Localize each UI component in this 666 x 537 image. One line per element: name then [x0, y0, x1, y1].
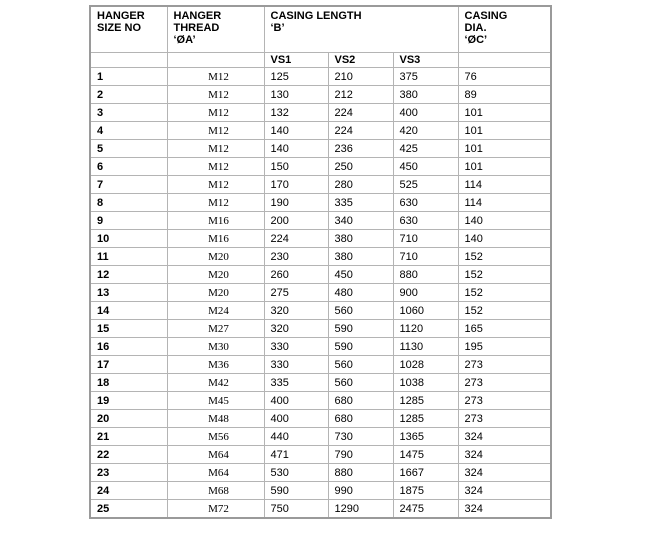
header-thread-line: THREAD: [173, 22, 220, 34]
vs3-cell: 900: [393, 284, 458, 302]
subheader-vs3: VS3: [393, 53, 458, 68]
vs3-cell: 630: [393, 212, 458, 230]
vs3-cell: 1130: [393, 338, 458, 356]
casing-dia-cell: 152: [458, 284, 551, 302]
vs3-cell: 1028: [393, 356, 458, 374]
size-no-cell: 8: [90, 194, 167, 212]
vs2-cell: 480: [328, 284, 393, 302]
vs3-cell: 525: [393, 176, 458, 194]
vs1-cell: 140: [264, 122, 328, 140]
vs2-cell: 236: [328, 140, 393, 158]
thread-cell: M12: [167, 86, 264, 104]
hanger-spec-table: [89, 5, 552, 519]
vs3-cell: 2475: [393, 500, 458, 519]
casing-dia-cell: 76: [458, 68, 551, 86]
size-no-cell: 14: [90, 302, 167, 320]
vs3-cell: 1667: [393, 464, 458, 482]
vs2-cell: 212: [328, 86, 393, 104]
table-row: [90, 338, 551, 356]
vs1-cell: 260: [264, 266, 328, 284]
thread-cell: M20: [167, 284, 264, 302]
vs2-cell: 340: [328, 212, 393, 230]
thread-cell: M20: [167, 248, 264, 266]
size-no-cell: 13: [90, 284, 167, 302]
header-casing-dia-line: CASING: [464, 10, 508, 22]
size-no-cell: 15: [90, 320, 167, 338]
vs1-cell: 150: [264, 158, 328, 176]
vs1-cell: 275: [264, 284, 328, 302]
vs3-cell: 710: [393, 248, 458, 266]
vs1-cell: 320: [264, 302, 328, 320]
vs2-cell: 280: [328, 176, 393, 194]
header-casing-length-line: ‘B’: [270, 22, 285, 34]
vs2-cell: 880: [328, 464, 393, 482]
size-no-cell: 17: [90, 356, 167, 374]
size-no-cell: 9: [90, 212, 167, 230]
subheader-empty-cell: [458, 53, 551, 68]
thread-cell: M12: [167, 104, 264, 122]
vs3-cell: 425: [393, 140, 458, 158]
size-no-cell: 25: [90, 500, 167, 519]
vs3-cell: 1285: [393, 392, 458, 410]
thread-cell: M45: [167, 392, 264, 410]
thread-cell: M12: [167, 176, 264, 194]
vs3-cell: 1875: [393, 482, 458, 500]
header-casing-length: [264, 6, 458, 53]
size-no-cell: 23: [90, 464, 167, 482]
size-no-cell: 5: [90, 140, 167, 158]
vs1-cell: 170: [264, 176, 328, 194]
table-row: [90, 428, 551, 446]
casing-dia-cell: 140: [458, 230, 551, 248]
table-row: [90, 500, 551, 519]
size-no-cell: 4: [90, 122, 167, 140]
size-no-cell: 19: [90, 392, 167, 410]
table-row: [90, 86, 551, 104]
header-thread: [167, 6, 264, 53]
casing-dia-cell: 195: [458, 338, 551, 356]
vs1-cell: 230: [264, 248, 328, 266]
table-row: [90, 266, 551, 284]
vs1-cell: 190: [264, 194, 328, 212]
table-row: [90, 194, 551, 212]
size-no-cell: 3: [90, 104, 167, 122]
casing-dia-cell: 324: [458, 464, 551, 482]
header-casing-dia: [458, 6, 551, 53]
table-row: [90, 446, 551, 464]
subheader-empty-cell: [167, 53, 264, 68]
vs2-cell: 590: [328, 338, 393, 356]
vs1-cell: 471: [264, 446, 328, 464]
table-row: [90, 482, 551, 500]
size-no-cell: 16: [90, 338, 167, 356]
casing-dia-cell: 114: [458, 194, 551, 212]
vs1-cell: 200: [264, 212, 328, 230]
size-no-cell: 10: [90, 230, 167, 248]
thread-cell: M36: [167, 356, 264, 374]
subheader-row: [90, 53, 551, 68]
casing-dia-cell: 273: [458, 356, 551, 374]
table-row: [90, 230, 551, 248]
vs3-cell: 1038: [393, 374, 458, 392]
header-casing-dia-line: DIA.: [464, 22, 487, 34]
vs2-cell: 560: [328, 356, 393, 374]
vs1-cell: 400: [264, 410, 328, 428]
vs2-cell: 380: [328, 230, 393, 248]
vs1-cell: 130: [264, 86, 328, 104]
vs3-cell: 630: [393, 194, 458, 212]
vs3-cell: 380: [393, 86, 458, 104]
thread-cell: M12: [167, 68, 264, 86]
size-no-cell: 11: [90, 248, 167, 266]
thread-cell: M64: [167, 464, 264, 482]
vs3-cell: 710: [393, 230, 458, 248]
vs3-cell: 1060: [393, 302, 458, 320]
header-size-no-line: HANGER: [97, 10, 145, 22]
vs1-cell: 750: [264, 500, 328, 519]
vs1-cell: 320: [264, 320, 328, 338]
size-no-cell: 20: [90, 410, 167, 428]
vs2-cell: 590: [328, 320, 393, 338]
vs2-cell: 560: [328, 374, 393, 392]
header-casing-dia-line: ‘ØC’: [464, 34, 488, 46]
vs1-cell: 530: [264, 464, 328, 482]
casing-dia-cell: 101: [458, 140, 551, 158]
hanger-spec-table-container: [89, 5, 552, 519]
casing-dia-cell: 324: [458, 482, 551, 500]
casing-dia-cell: 165: [458, 320, 551, 338]
vs3-cell: 1475: [393, 446, 458, 464]
casing-dia-cell: 152: [458, 302, 551, 320]
thread-cell: M12: [167, 158, 264, 176]
thread-cell: M72: [167, 500, 264, 519]
table-row: [90, 176, 551, 194]
size-no-cell: 22: [90, 446, 167, 464]
casing-dia-cell: 324: [458, 500, 551, 519]
casing-dia-cell: 324: [458, 428, 551, 446]
size-no-cell: 18: [90, 374, 167, 392]
thread-cell: M48: [167, 410, 264, 428]
vs3-cell: 1365: [393, 428, 458, 446]
subheader-empty-cell: [90, 53, 167, 68]
vs1-cell: 132: [264, 104, 328, 122]
vs1-cell: 330: [264, 338, 328, 356]
vs2-cell: 790: [328, 446, 393, 464]
table-row: [90, 374, 551, 392]
size-no-cell: 7: [90, 176, 167, 194]
table-row: [90, 392, 551, 410]
header-row: [90, 6, 551, 53]
vs2-cell: 380: [328, 248, 393, 266]
table-row: [90, 158, 551, 176]
subheader-vs2: VS2: [328, 53, 393, 68]
table-row: [90, 68, 551, 86]
size-no-cell: 2: [90, 86, 167, 104]
thread-cell: M30: [167, 338, 264, 356]
thread-cell: M64: [167, 446, 264, 464]
table-row: [90, 320, 551, 338]
vs3-cell: 420: [393, 122, 458, 140]
casing-dia-cell: 152: [458, 248, 551, 266]
thread-cell: M56: [167, 428, 264, 446]
vs3-cell: 400: [393, 104, 458, 122]
vs2-cell: 224: [328, 104, 393, 122]
thread-cell: M42: [167, 374, 264, 392]
thread-cell: M16: [167, 230, 264, 248]
table-row: [90, 356, 551, 374]
table-row: [90, 140, 551, 158]
casing-dia-cell: 273: [458, 392, 551, 410]
vs1-cell: 590: [264, 482, 328, 500]
vs3-cell: 450: [393, 158, 458, 176]
vs3-cell: 1120: [393, 320, 458, 338]
subheader-vs1: VS1: [264, 53, 328, 68]
casing-dia-cell: 273: [458, 374, 551, 392]
casing-dia-cell: 273: [458, 410, 551, 428]
header-thread-line: HANGER: [173, 10, 222, 22]
vs2-cell: 1290: [328, 500, 393, 519]
table-row: [90, 410, 551, 428]
thread-cell: M27: [167, 320, 264, 338]
casing-dia-cell: 114: [458, 176, 551, 194]
vs2-cell: 990: [328, 482, 393, 500]
vs1-cell: 400: [264, 392, 328, 410]
thread-cell: M12: [167, 140, 264, 158]
casing-dia-cell: 89: [458, 86, 551, 104]
vs1-cell: 224: [264, 230, 328, 248]
thread-cell: M12: [167, 122, 264, 140]
table-row: [90, 464, 551, 482]
vs1-cell: 125: [264, 68, 328, 86]
thread-cell: M24: [167, 302, 264, 320]
thread-cell: M68: [167, 482, 264, 500]
header-casing-length-line: CASING LENGTH: [270, 10, 362, 22]
vs2-cell: 730: [328, 428, 393, 446]
vs3-cell: 880: [393, 266, 458, 284]
size-no-cell: 1: [90, 68, 167, 86]
header-size-no: [90, 6, 167, 53]
vs2-cell: 224: [328, 122, 393, 140]
vs2-cell: 250: [328, 158, 393, 176]
thread-cell: M16: [167, 212, 264, 230]
casing-dia-cell: 101: [458, 104, 551, 122]
header-size-no-line: SIZE NO: [97, 22, 142, 34]
thread-cell: M12: [167, 194, 264, 212]
size-no-cell: 21: [90, 428, 167, 446]
table-row: [90, 122, 551, 140]
vs1-cell: 140: [264, 140, 328, 158]
vs2-cell: 560: [328, 302, 393, 320]
table-row: [90, 248, 551, 266]
vs1-cell: 330: [264, 356, 328, 374]
table-row: [90, 212, 551, 230]
header-thread-line: ‘ØA’: [173, 34, 196, 46]
table-row: [90, 104, 551, 122]
vs3-cell: 1285: [393, 410, 458, 428]
casing-dia-cell: 324: [458, 446, 551, 464]
size-no-cell: 6: [90, 158, 167, 176]
size-no-cell: 12: [90, 266, 167, 284]
vs3-cell: 375: [393, 68, 458, 86]
vs2-cell: 335: [328, 194, 393, 212]
table-row: [90, 302, 551, 320]
vs2-cell: 450: [328, 266, 393, 284]
vs1-cell: 335: [264, 374, 328, 392]
vs2-cell: 210: [328, 68, 393, 86]
casing-dia-cell: 140: [458, 212, 551, 230]
thread-cell: M20: [167, 266, 264, 284]
casing-dia-cell: 101: [458, 158, 551, 176]
table-row: [90, 284, 551, 302]
vs2-cell: 680: [328, 392, 393, 410]
size-no-cell: 24: [90, 482, 167, 500]
vs1-cell: 440: [264, 428, 328, 446]
casing-dia-cell: 101: [458, 122, 551, 140]
vs2-cell: 680: [328, 410, 393, 428]
casing-dia-cell: 152: [458, 266, 551, 284]
